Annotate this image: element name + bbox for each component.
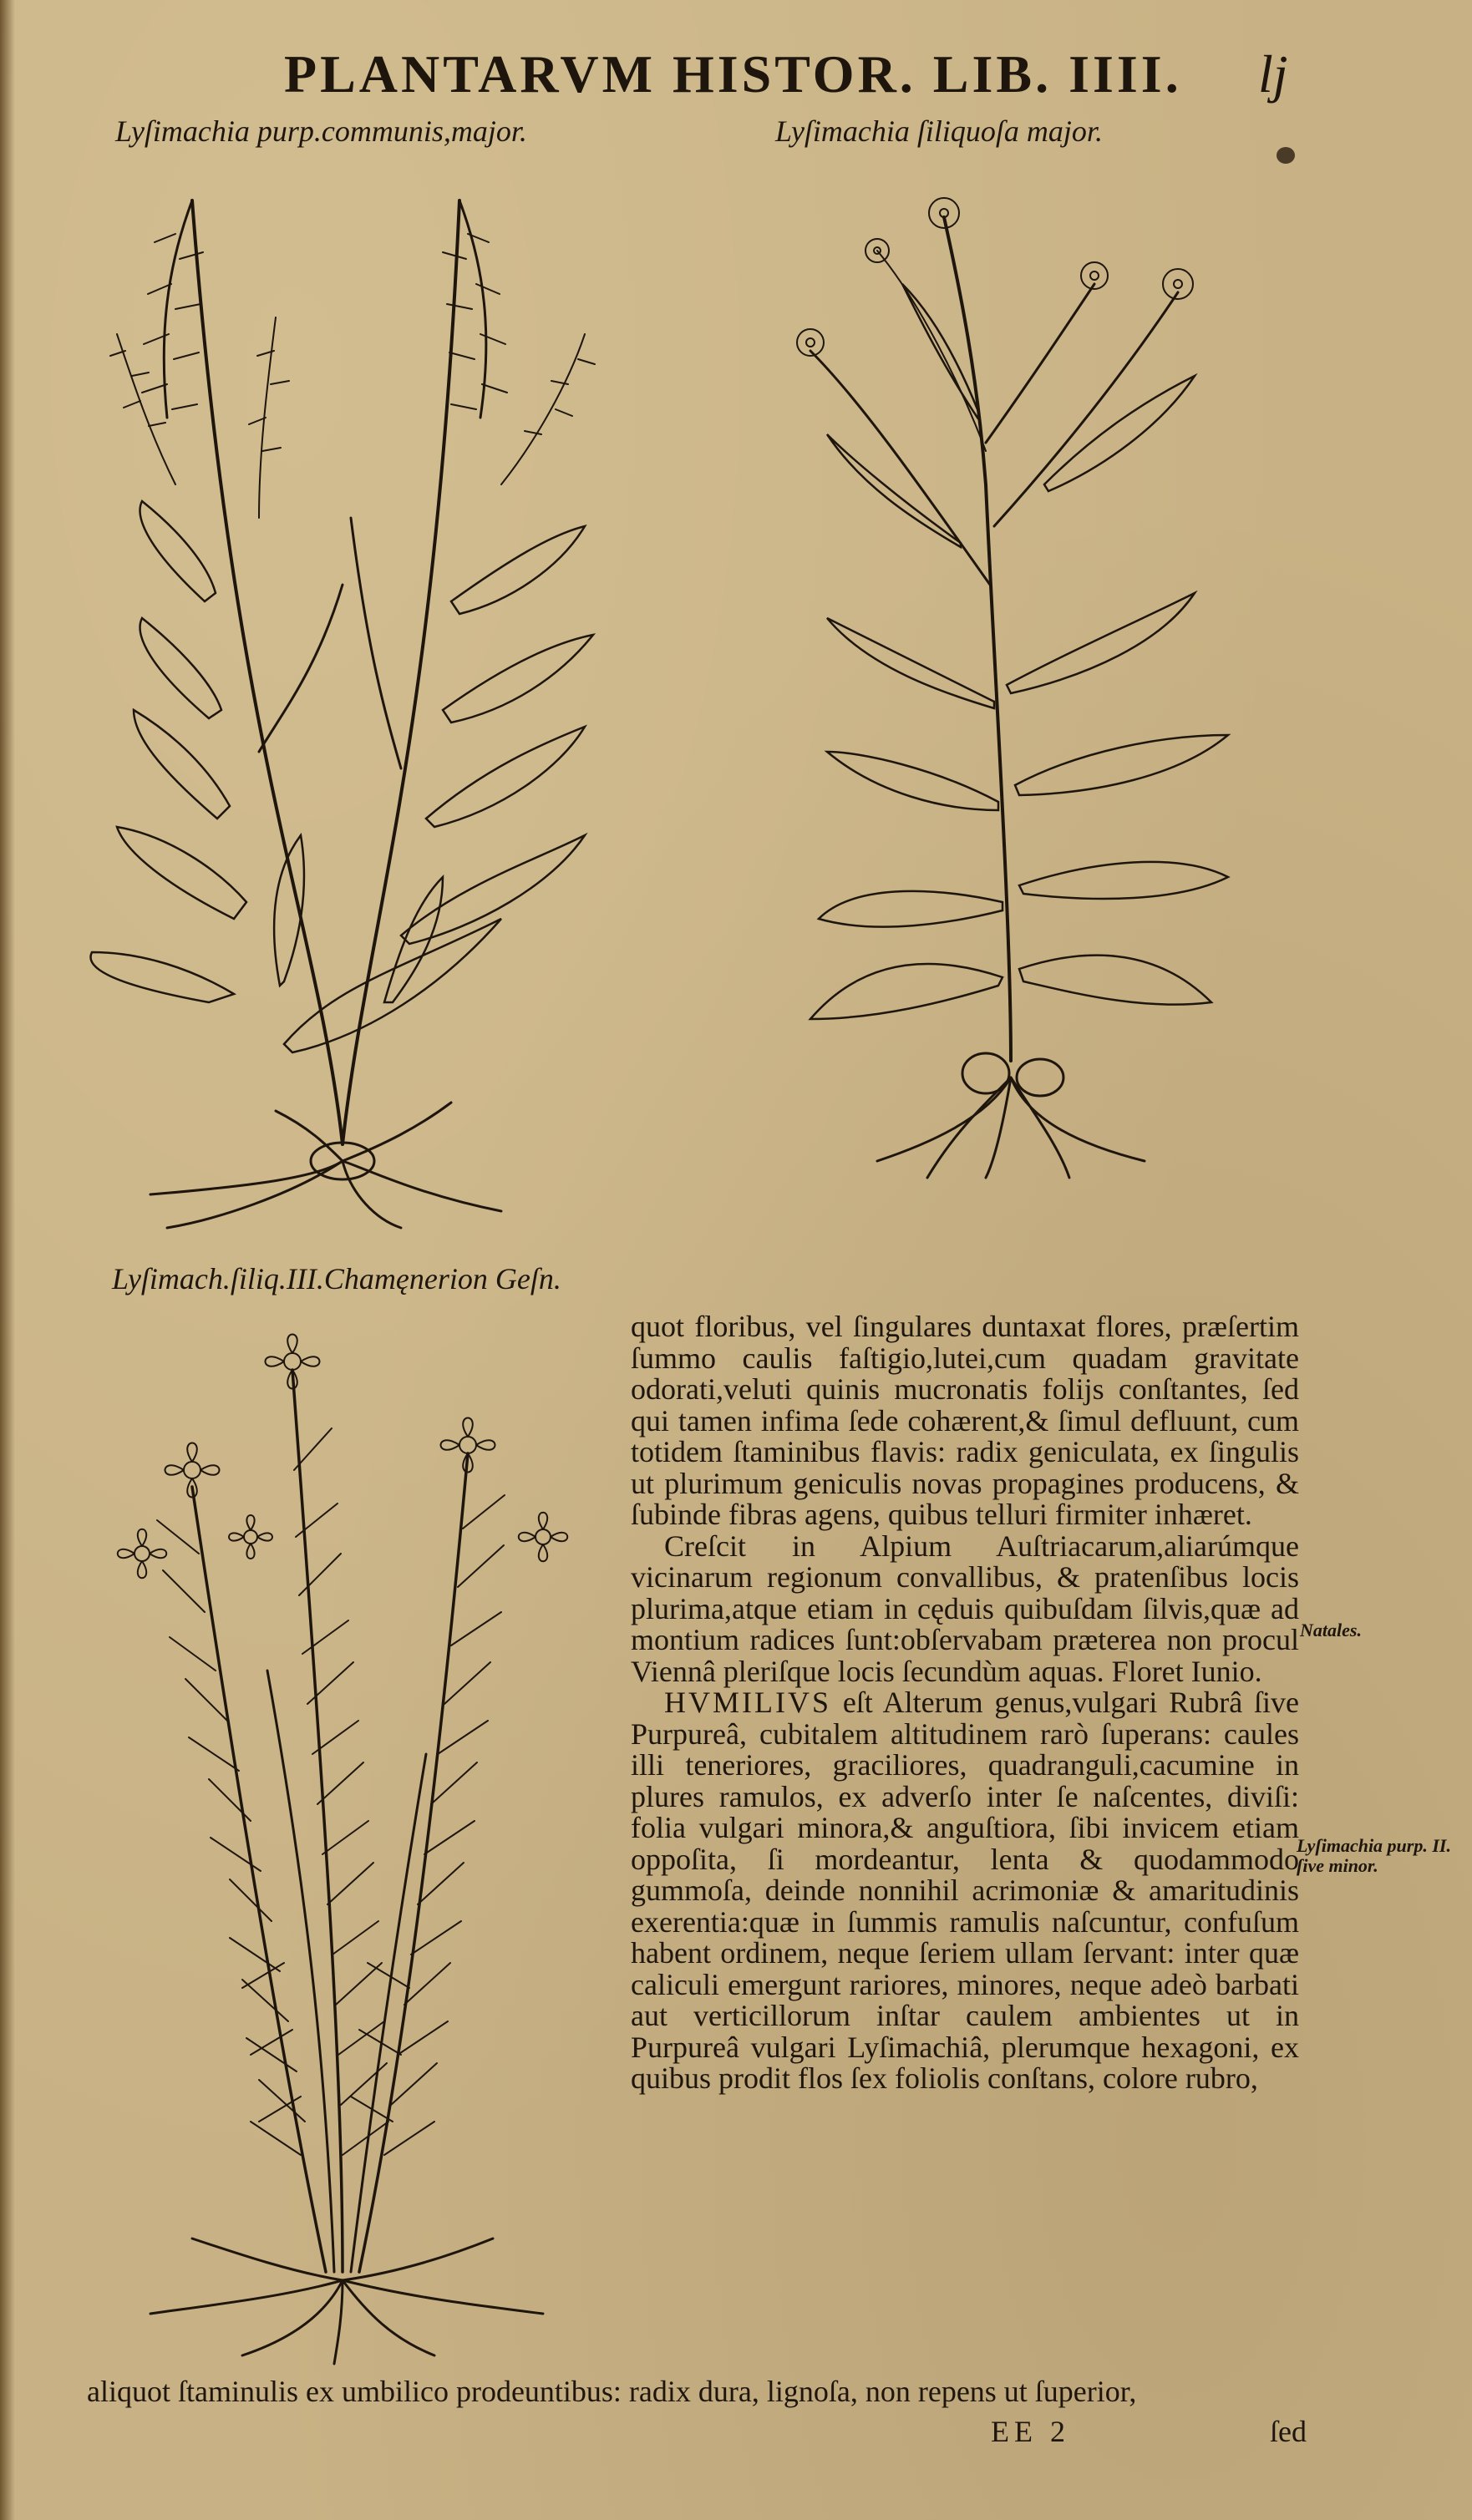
flowers-3 bbox=[118, 1335, 568, 1579]
stems-3 bbox=[192, 1370, 468, 2272]
roots-3 bbox=[150, 2239, 543, 2364]
stem-2 bbox=[810, 217, 1178, 1061]
roots-1 bbox=[150, 1103, 501, 1228]
running-title: PLANTARVM HISTOR. LIB. IIII. bbox=[284, 44, 1182, 104]
flower-spikes-1 bbox=[110, 200, 595, 518]
page-number: lj bbox=[1258, 44, 1288, 104]
catchword: ſed bbox=[1270, 2415, 1307, 2448]
paragraph-3-body: eſt Alterum genus,vulgari Rubrâ ſive Purpureâ, cubitalem altitudinem rarò ſuperans: caules illi teneriores, graciliores, quadranguli,cacumine in plures ramulos, ex adverſo inter ſe naſcentes, diviſi: folia vulgari minora,& anguſtiora, ſibi invicem etiam oppoſita, ſi mordeantur, lenta & quodammodo gummoſa, deinde nonnihil acrimoniæ & amaritudinis exerentia:quæ in ſummis ramulis naſcuntur, confuſum habent ordinem, neque ſeriem ullam ſervant: inter quæ caliculi emergunt rariores, minores, neque adeò barbati aut verticillorum inſtar caulem ambientes ut in Purpureâ vulgari Lyſimachiâ, plerumque hexagoni, ex quibus prodit flos ſex foliolis conſtans, colore rubro, bbox=[631, 1686, 1299, 2095]
paragraph-2: Creſcit in Alpium Auſtriacarum,aliarúmque vicinarum regionum convallibus, & pratenſibus locis plurima,atque etiam in cęduis quibuſdam ſilvis,quæ ad montium radices ſunt:obſervabam præterea non procul Viennâ pleriſque locis ſecundùm aquas. Floret Iunio. bbox=[631, 1529, 1299, 1688]
margin-note-natales: Natales. bbox=[1300, 1620, 1362, 1640]
narrow-leaves-3 bbox=[157, 1428, 505, 2155]
page-binding-shadow bbox=[0, 0, 15, 2520]
roots-2 bbox=[877, 1053, 1145, 1178]
figure-caption-2: Lyſimachia ſiliquoſa major. bbox=[775, 114, 1103, 148]
margin-note-lysimachia-minor: Lyſimachia purp. II. ſive minor. bbox=[1297, 1835, 1451, 1876]
signature-mark: EE 2 bbox=[991, 2415, 1070, 2448]
paragraph-3-lead-word: HVMILIVS bbox=[664, 1686, 831, 1719]
plant-woodcut-2 bbox=[710, 167, 1312, 1219]
body-text-column bbox=[631, 1311, 1299, 2095]
ink-blot bbox=[1277, 147, 1295, 164]
flowers-2 bbox=[797, 198, 1193, 451]
figure-caption-1: Lyſimachia purp.communis,major. bbox=[115, 114, 527, 148]
paragraph-1: quot floribus, vel ſingulares duntaxat flores, præſertim ſummo caulis faſtigio,lutei,cum quadam gravitate odorati,veluti quinis mucronatis folijs conſtantes, ſed qui tamen infima ſede cohærent,& ſimul defluunt, cum totidem ſtaminibus flavis: radix geniculata, ex ſingulis ut plurimum geniculis novas propagines producens, & ſubinde fibras agens, quibus telluri firmiter inhæret. bbox=[631, 1310, 1299, 1531]
plant-woodcut-3 bbox=[75, 1320, 627, 2372]
figure-caption-3: Lyſimach.ſiliq.III.Chamęnerion Geſn. bbox=[112, 1262, 561, 1295]
full-width-last-line: aliquot ſtaminulis ex umbilico prodeuntibus: radix dura, lignoſa, non repens ut ſuperior, bbox=[87, 2375, 1137, 2408]
paragraph-3 bbox=[631, 1687, 1299, 2095]
stems-1 bbox=[192, 200, 459, 1144]
plant-woodcut-1 bbox=[67, 167, 652, 1236]
